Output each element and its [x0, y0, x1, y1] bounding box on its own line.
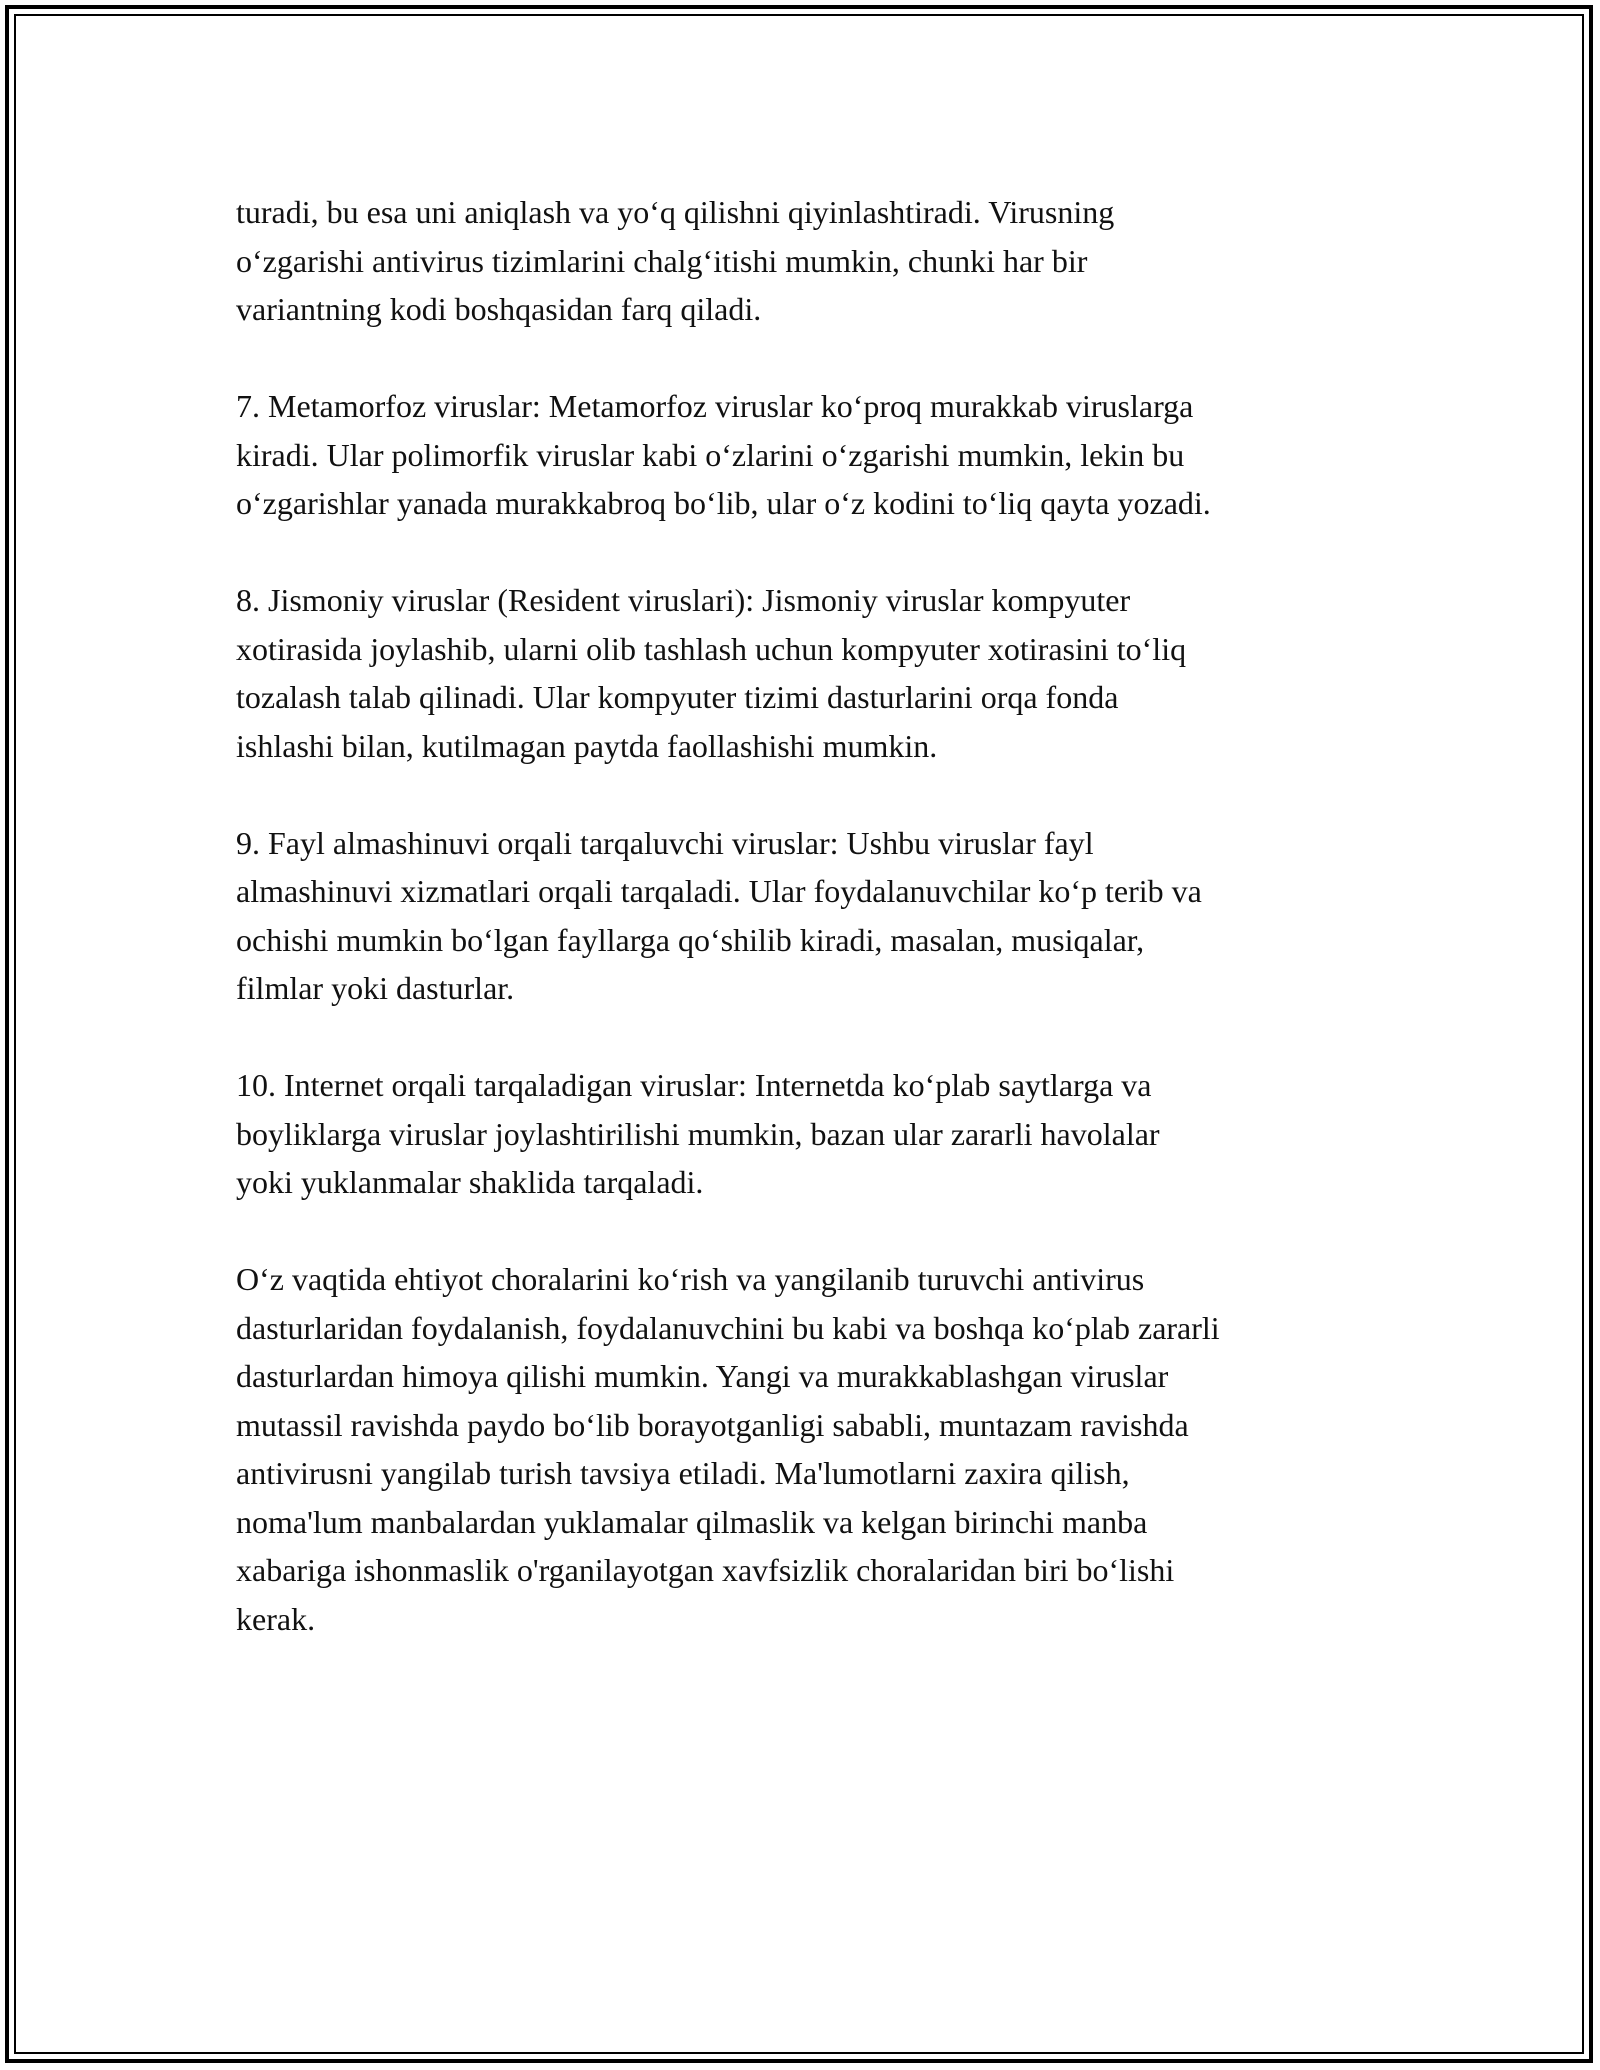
text-line: xotirasida joylashib, ularni olib tashlash uchun kompyuter xotirasini to‘liq [236, 630, 1187, 667]
text-line: o‘zgarishi antivirus tizimlarini chalg‘itishi mumkin, chunki har bir [236, 242, 1088, 279]
text-line: 9. Fayl almashinuvi orqali tarqaluvchi viruslar: Ushbu viruslar fayl [236, 824, 1094, 861]
text-line: ishlashi bilan, kutilmagan paytda faollashishi mumkin. [236, 727, 938, 764]
paragraph-internet-viruses [236, 1061, 1372, 1207]
text-line: dasturlardan himoya qilishi mumkin. Yangi va murakkablashgan viruslar [236, 1358, 1169, 1394]
text-line: noma'lum manbalardan yuklamalar qilmaslik va kelgan birinchi manba [236, 1503, 1148, 1540]
paragraph-metamorphic-viruses [236, 382, 1372, 528]
text-line: turadi, bu esa uni aniqlash va yo‘q qilishni qiyinlashtiradi. Virusning [236, 194, 1115, 230]
text-line: 10. Internet orqali tarqaladigan viruslar: Internetda ko‘plab saytlarga va [236, 1067, 1152, 1103]
text-line: ochishi mumkin bo‘lgan fayllarga qo‘shilib kiradi, masalan, musiqalar, [236, 921, 1145, 958]
text-line: yoki yuklanmalar shaklida tarqaladi. [236, 1164, 704, 1200]
text-line: variantning kodi boshqasidan farq qiladi. [236, 291, 762, 327]
text-line: O‘z vaqtida ehtiyot choralarini ko‘rish va yangilanib turuvchi antivirus [236, 1261, 1145, 1297]
text-line: kiradi. Ular polimorfik viruslar kabi o‘zlarini o‘zgarishi mumkin, lekin bu [236, 436, 1185, 473]
text-line: 7. Metamorfoz viruslar: Metamorfoz viruslar ko‘proq murakkab viruslarga [236, 388, 1194, 424]
text-line: 8. Jismoniy viruslar (Resident viruslari): Jismoniy viruslar kompyuter [236, 582, 1131, 618]
text-line: tozalash talab qilinadi. Ular kompyuter tizimi dasturlarini orqa fonda [236, 679, 1119, 715]
text-line: filmlar yoki dasturlar. [236, 970, 515, 1006]
paragraph-polymorphic-continuation [236, 188, 1372, 334]
text-line: mutassil ravishda paydo bo‘lib borayotganligi sababli, muntazam ravishda [236, 1406, 1189, 1443]
text-line: antivirusni yangilab turish tavsiya etiladi. Ma'lumotlarni zaxira qilish, [236, 1455, 1130, 1491]
paragraph-file-sharing-viruses [236, 819, 1372, 1013]
text-line: o‘zgarishlar yanada murakkabroq bo‘lib, ular o‘z kodini to‘liq qayta yozadi. [236, 485, 1211, 521]
text-line: dasturlaridan foydalanish, foydalanuvchini bu kabi va boshqa ko‘plab zararli [236, 1309, 1220, 1346]
text-line: kerak. [236, 1600, 316, 1637]
paragraph-resident-viruses [236, 576, 1372, 770]
text-line: almashinuvi xizmatlari orqali tarqaladi. Ular foydalanuvchilar ko‘p terib va [236, 873, 1202, 909]
text-line: xabariga ishonmaslik o'rganilayotgan xavfsizlik choralaridan biri bo‘lishi [236, 1552, 1175, 1588]
document-body [236, 188, 1372, 1692]
text-line: boyliklarga viruslar joylashtirilishi mumkin, bazan ular zararli havolalar [236, 1115, 1160, 1152]
paragraph-conclusion [236, 1255, 1372, 1643]
